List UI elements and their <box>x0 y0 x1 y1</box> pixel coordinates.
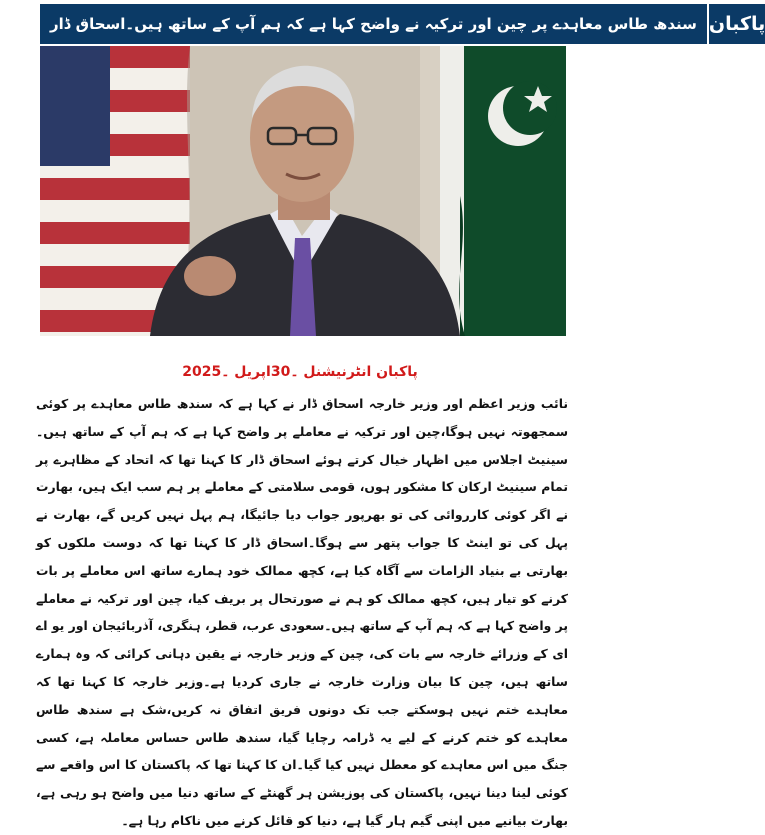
article-body <box>36 390 568 835</box>
headline-text: سندھ طاس معاہدے پر چین اور ترکیہ نے واضح کہا ہے کہ ہم آپ کے ساتھ ہیں۔اسحاق ڈار <box>40 4 707 44</box>
headline-banner <box>40 4 765 44</box>
brand-logo: پاکبان <box>707 4 765 44</box>
article-photo <box>40 46 566 336</box>
article-paragraph: نائب وزیر اعظم اور وزیر خارجہ اسحاق ڈار نے کہا ہے کہ سندھ طاس معاہدے پر کوئی سمجھوتہ نہیں ہوگا،چین اور ترکیہ نے معاملے پر واضح کہا ہے کہ ہم آپ کے ساتھ ہیں۔سینیٹ اجلاس میں اظہار خیال کرتے ہوئے اسحاق ڈار کا کہنا تھا کہ اتحاد کے مظاہرے پر تمام سینیٹ ارکان کا مشکور ہوں، قومی سلامتی کے معاملے پر ہم سب ایک ہیں، بھارت نے اگر کوئی کارروائی کی تو بھرپور جواب دیا جائیگا، ہم پہل نہیں کریں گے، بھارت نے پہل کی تو اینٹ کا جواب پتھر سے ہوگا۔اسحاق ڈار کا کہنا تھا کہ دوست ملکوں کو بھارتی بے بنیاد الزامات سے آگاہ کیا ہے، کچھ ممالک خود ہمارے ساتھ اس معاملے پر بات کرنے کو تیار ہیں، کچھ ممالک کو ہم نے صورتحال پر بریف کیا، چین اور ترکیہ نے معاملے پر واضح کہا ہے کہ ہم آپ کے ساتھ ہیں۔سعودی عرب، قطر، ہنگری، آذربائیجان اور یو اے ای کے وزرائے خارجہ سے بات کی، چین کے وزیر خارجہ نے یقین دہانی کرائی کہ وہ ہمارے ساتھ ہیں، چین کا بیان وزارت خارجہ نے جاری کردیا ہے۔وزیر خارجہ کا کہنا تھا کہ معاہدے ختم نہیں ہوسکتے جب تک دونوں فریق اتفاق نہ کریں،شک ہے سندھ طاس معاہدے کو ختم کرنے کے لیے یہ ڈرامہ رچایا گیا، سندھ طاس حساس معاملہ ہے، کسی جنگ میں اس معاہدے کو معطل نہیں کیا گیا۔ان کا کہنا تھا کہ پاکستان کا اس واقعے سے کوئی لینا دینا نہیں، پاکستان کی پوزیشن ہر گھنٹے کے ساتھ دنیا میں واضح ہو رہی ہے، بھارت بیانیے میں اپنی گیم ہار گیا ہے، دنیا کو قائل کرنے میں ناکام رہا ہے۔ <box>36 396 568 828</box>
dateline: پاکبان انٹرنیشنل ۔30اپریل ۔2025 <box>182 364 418 380</box>
pakistan-flag-icon <box>440 46 566 336</box>
